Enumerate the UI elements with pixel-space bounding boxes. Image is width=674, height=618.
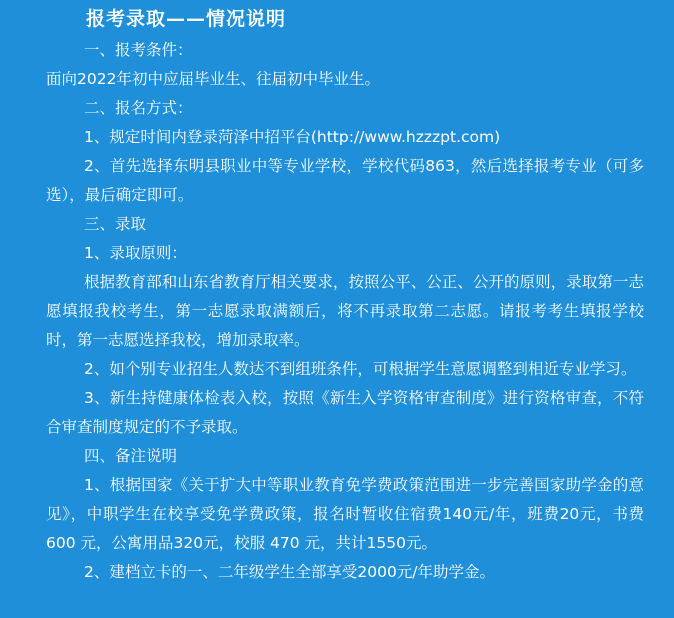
section-2-heading: 二、报名方式： xyxy=(84,99,193,117)
section-1-heading: 一、报考条件： xyxy=(84,41,193,59)
section-3-sub-1-text: 根据教育部和山东省教育厅相关要求，按照公平、公正、公开的原则，录取第一志愿填报我校考生，第一志愿录取满额后，将不再录取第二志愿。请报考考生填报学校时，第一志愿选择我校，增加录取率。 xyxy=(46,273,644,349)
section-2-item-2: 2、首先选择东明县职业中等专业学校，学校代码863，然后选择报考专业（可多选），最后确定即可。 xyxy=(46,157,644,204)
section-4-heading: 四、备注说明 xyxy=(84,447,178,465)
section-3-sub-1: 1、录取原则： xyxy=(84,244,187,262)
section-3-item-3: 3、新生持健康体检表入校，按照《新生入学资格审查制度》进行资格审查，不符合审查制度规定的不予录取。 xyxy=(46,389,644,436)
page-title: 报考录取——情况说明 xyxy=(86,8,287,30)
section-4-item-1: 1、根据国家《关于扩大中等职业教育免学费政策范围进一步完善国家助学金的意见》，中职学生在校享受免学费政策，报名时暂收住宿费140元/年，班费20元，书费 600 元，公寓用品320元，校服 470 元，共计1550元。 xyxy=(46,476,644,552)
section-3-heading: 三、录取 xyxy=(84,215,147,233)
section-4-item-2: 2、建档立卡的一、二年级学生全部享受2000元/年助学金。 xyxy=(84,563,496,581)
section-3-item-2: 2、如个别专业招生人数达不到组班条件，可根据学生意愿调整到相近专业学习。 xyxy=(84,360,637,378)
section-1-text: 面向2022年初中应届毕业生、往届初中毕业生。 xyxy=(46,70,380,88)
section-2-item-1: 1、规定时间内登录菏泽中招平台(http://www.hzzzpt.com) xyxy=(84,128,501,146)
